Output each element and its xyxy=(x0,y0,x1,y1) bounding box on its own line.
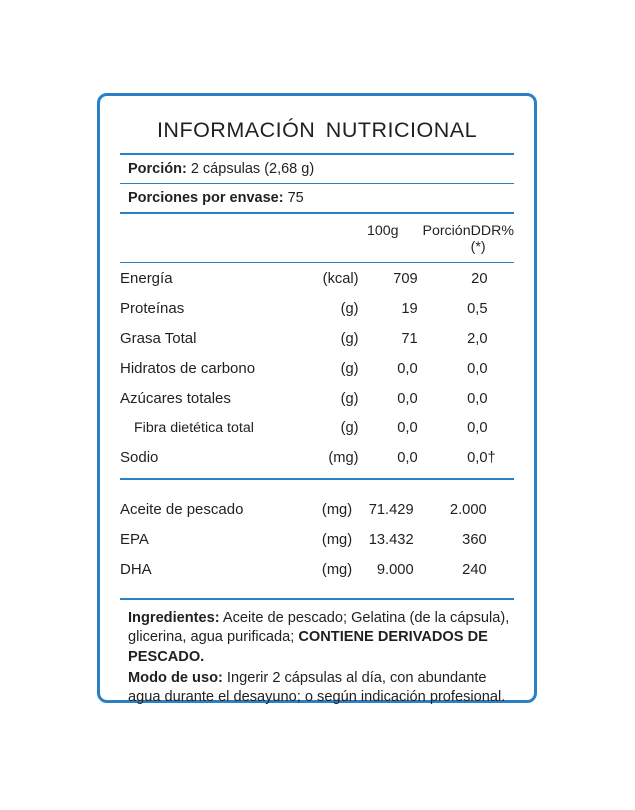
row-name: Azúcares totales xyxy=(120,389,231,407)
notes-section xyxy=(120,600,514,707)
row-name: Fibra dietética total xyxy=(134,419,254,436)
table-row xyxy=(120,353,514,383)
ingredients-paragraph xyxy=(128,609,512,667)
nutrition-facts-content xyxy=(120,110,514,705)
row-per-100g: 0,0 xyxy=(397,449,418,466)
header-per-portion: Porción xyxy=(422,223,471,239)
row-per-portion: 20 xyxy=(471,270,488,287)
row-per-portion: 2.000 xyxy=(449,501,487,518)
header-blank xyxy=(120,214,285,262)
row-name: EPA xyxy=(120,530,149,548)
row-per-portion: 2,0 xyxy=(467,330,488,347)
nutrition-table xyxy=(120,214,514,262)
table-row xyxy=(120,554,514,584)
row-unit: (g) xyxy=(340,419,359,436)
table-row xyxy=(120,413,514,442)
table-row xyxy=(120,323,514,353)
row-unit: (mg) xyxy=(321,501,353,518)
row-per-100g: 19 xyxy=(401,300,418,317)
ingredients-label: Ingredientes: xyxy=(128,610,220,626)
page-title: INFORMACIÓN NUTRICIONAL xyxy=(156,118,478,142)
row-name: Sodio xyxy=(120,448,159,466)
row-name: Hidratos de carbono xyxy=(120,359,256,377)
header-ddr: DDR%(*) xyxy=(470,223,514,255)
row-per-100g: 71.429 xyxy=(368,501,414,518)
row-unit: (g) xyxy=(340,360,359,377)
row-per-portion: 240 xyxy=(462,561,487,578)
row-name: Proteínas xyxy=(120,299,185,317)
row-unit: (g) xyxy=(340,330,359,347)
row-ddr: † xyxy=(487,449,496,466)
row-ddr xyxy=(488,383,514,413)
usage-paragraph xyxy=(128,669,512,708)
row-per-portion: 360 xyxy=(462,531,487,548)
table-row xyxy=(120,442,514,472)
row-name: Grasa Total xyxy=(120,329,197,347)
row-per-portion: 0,5 xyxy=(467,300,488,317)
nutrition-facts-panel xyxy=(97,93,537,703)
table-header-row xyxy=(120,214,514,262)
row-unit: (kcal) xyxy=(322,270,359,287)
header-per-100g: 100g xyxy=(366,223,399,239)
serving-size-value: 2 cápsulas (2,68 g) xyxy=(190,161,315,177)
row-per-portion: 0,0 xyxy=(467,390,488,407)
row-ddr xyxy=(487,494,514,524)
servings-per-container-row xyxy=(120,184,514,212)
table-row xyxy=(120,293,514,323)
row-per-100g: 13.432 xyxy=(368,531,414,548)
serving-size-row xyxy=(120,155,514,183)
row-per-100g: 71 xyxy=(401,330,418,347)
row-per-100g: 0,0 xyxy=(397,360,418,377)
spacer-row xyxy=(120,480,514,494)
servings-per-container-label: Porciones por envase: xyxy=(128,190,284,206)
row-ddr xyxy=(487,524,514,554)
table-row xyxy=(120,383,514,413)
table-row xyxy=(120,524,514,554)
row-per-portion: 0,0 xyxy=(467,449,488,466)
usage-text: Ingerir 2 cápsulas al día, con abundante agua durante el desayuno; o según indicación profesional. xyxy=(128,669,506,705)
row-ddr xyxy=(488,323,514,353)
row-per-portion: 0,0 xyxy=(467,419,488,436)
row-ddr xyxy=(488,263,514,293)
ingredients-text: Aceite de pescado; Gelatina (de la cápsula), glicerina, agua purificada; xyxy=(128,610,510,646)
row-per-100g: 0,0 xyxy=(397,390,418,407)
row-unit: (mg) xyxy=(321,561,353,578)
table-row xyxy=(120,263,514,293)
row-per-100g: 0,0 xyxy=(397,419,418,436)
row-name: Aceite de pescado xyxy=(120,500,244,518)
nutrition-extra-rows xyxy=(120,480,514,598)
row-per-portion: 0,0 xyxy=(467,360,488,377)
row-per-100g: 709 xyxy=(393,270,418,287)
servings-per-container-value: 75 xyxy=(287,190,304,206)
ingredients-warning: CONTIENE DERIVADOS DE PESCADO. xyxy=(128,629,488,665)
row-unit: (g) xyxy=(340,390,359,407)
row-name: DHA xyxy=(120,560,152,578)
row-name: Energía xyxy=(120,269,173,287)
row-unit: (mg) xyxy=(321,531,353,548)
row-ddr xyxy=(488,413,514,442)
usage-label: Modo de uso: xyxy=(128,669,223,686)
header-unit xyxy=(285,214,339,262)
spacer-row xyxy=(120,584,514,598)
nutrition-main-rows xyxy=(120,263,514,472)
row-unit: (mg) xyxy=(328,449,359,466)
row-ddr xyxy=(488,353,514,383)
table-row xyxy=(120,494,514,524)
row-ddr xyxy=(488,293,514,323)
serving-size-label: Porción: xyxy=(128,161,187,177)
row-ddr xyxy=(487,554,514,584)
row-unit: (g) xyxy=(340,300,359,317)
row-per-100g: 9.000 xyxy=(376,561,414,578)
